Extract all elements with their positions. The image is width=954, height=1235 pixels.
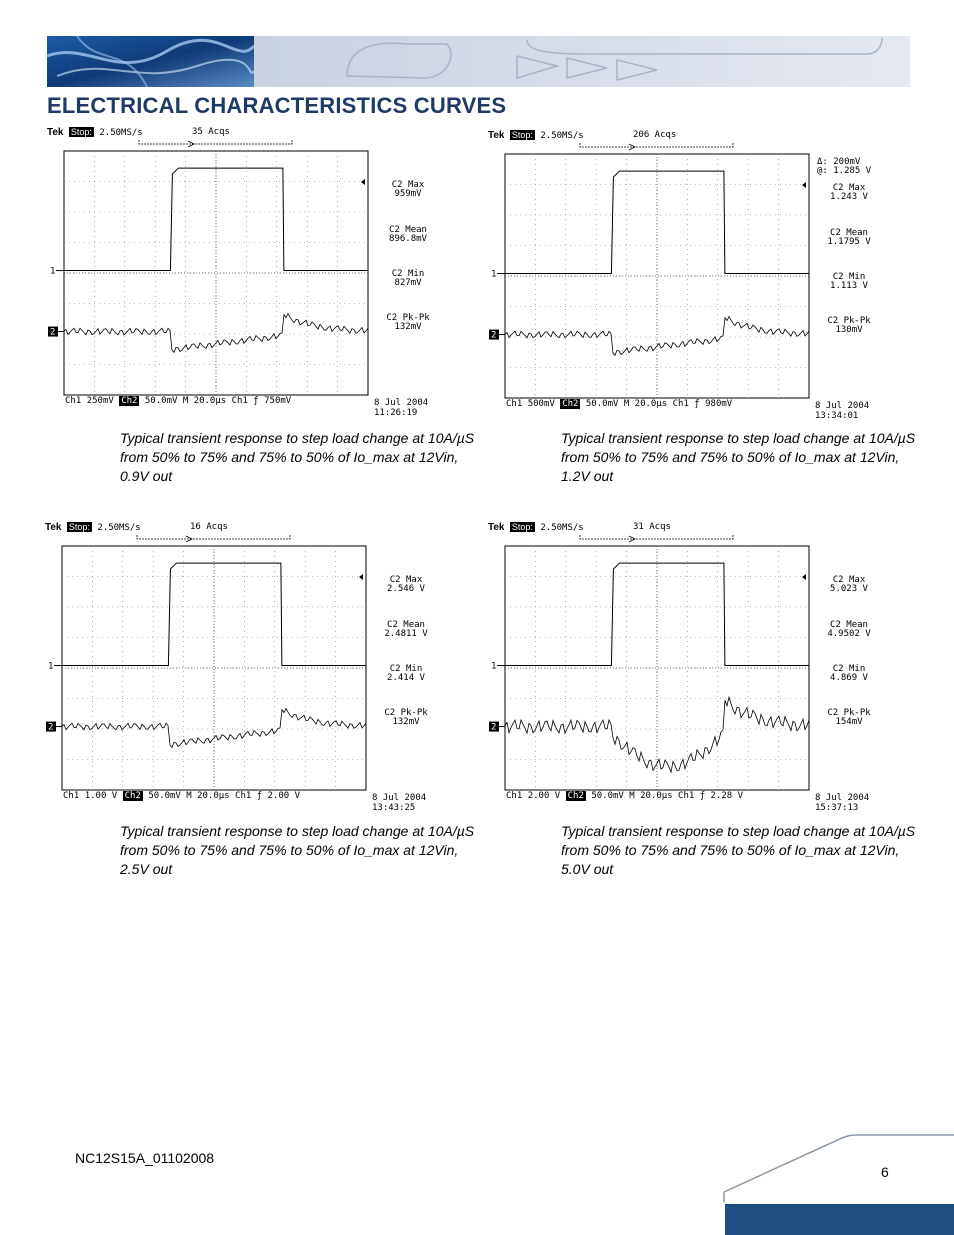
measure-value: 827mV <box>394 278 422 288</box>
measure-label: C2 Max <box>391 180 425 190</box>
cursor-delta: Δ: 200mV <box>817 157 861 167</box>
trigger-source: Ch1 ƒ <box>235 791 263 801</box>
capture-date: 8 Jul 2004 <box>815 401 870 411</box>
status-line <box>506 791 743 801</box>
capture-time: 11:26:19 <box>374 408 418 418</box>
scope-panel-2p5v <box>45 521 445 811</box>
trigger-level: 750mV <box>264 396 292 406</box>
measure-label: C2 Min <box>391 269 425 279</box>
page-number: 6 <box>881 1164 889 1180</box>
measure-value: 959mV <box>394 189 422 199</box>
measure-value: 4.9502 V <box>827 629 871 639</box>
ch1-marker: 1 <box>491 661 497 672</box>
trigger-level: 2.00 V <box>267 791 301 801</box>
acq-count: 31 Acqs <box>633 522 671 532</box>
measure-label: C2 Mean <box>830 620 868 630</box>
sample-rate: 2.50MS/s <box>540 131 584 141</box>
tek-label: Tek <box>488 522 505 533</box>
measure-label: C2 Min <box>389 664 423 674</box>
stop-badge: Stop: <box>70 127 92 137</box>
sample-rate: 2.50MS/s <box>97 523 141 533</box>
caption-0p9v: Typical transient response to step load change at 10A/µS from 50% to 75% and 75% to 50% of Io_max at 12Vin, 0.9V out <box>120 430 475 484</box>
measure-value: 132mV <box>394 322 422 332</box>
ch1-label: Ch1 <box>63 791 80 801</box>
ch1-marker: 1 <box>48 661 54 672</box>
stop-badge: Stop: <box>511 130 533 140</box>
acq-count: 206 Acqs <box>633 130 677 140</box>
acq-count: 35 Acqs <box>192 127 230 137</box>
timebase: M 20.0µs <box>182 396 227 406</box>
ch2-label: Ch2 <box>567 791 584 801</box>
measure-value: 2.4811 V <box>384 629 428 639</box>
stop-badge: Stop: <box>68 522 90 532</box>
measure-label: C2 Max <box>832 575 866 585</box>
tek-label: Tek <box>47 127 64 138</box>
header-banner <box>47 36 910 87</box>
ch1-marker: 1 <box>491 269 497 280</box>
measure-label: C2 Max <box>832 183 866 193</box>
ch2-label: Ch2 <box>124 791 141 801</box>
measure-value: 132mV <box>392 717 420 727</box>
measure-value: 1.1795 V <box>827 237 871 247</box>
ch1-scale: 2.00 V <box>527 791 561 801</box>
ch2-scale: 50.0mV <box>148 791 181 801</box>
measure-label: C2 Pk-Pk <box>827 316 871 326</box>
ch2-scale: 50.0mV <box>591 791 624 801</box>
ch1-label: Ch1 <box>506 791 523 801</box>
measure-value: 4.869 V <box>830 673 868 683</box>
stop-badge: Stop: <box>511 522 533 532</box>
measure-value: 896.8mV <box>389 234 427 244</box>
trigger-bracket <box>139 140 292 144</box>
caption-1p2v: Typical transient response to step load change at 10A/µS from 50% to 75% and 75% to 50% of Io_max at 12Vin, 1.2V out <box>561 430 916 484</box>
trigger-level: 2.28 V <box>710 791 744 801</box>
scope-panel-5p0v <box>488 521 888 811</box>
capture-time: 15:37:13 <box>815 803 859 813</box>
trigger-bracket <box>580 143 733 147</box>
ch1-label: Ch1 <box>65 396 82 406</box>
sample-rate: 2.50MS/s <box>99 128 143 138</box>
ch1-scale: 250mV <box>86 396 114 406</box>
status-line <box>63 791 300 801</box>
timebase: M 20.0µs <box>186 791 230 801</box>
ch2-scale: 50.0mV <box>585 399 619 409</box>
trigger-source: Ch1 ƒ <box>672 399 700 409</box>
status-line <box>506 399 732 409</box>
scope-panel-1p2v <box>488 129 888 419</box>
ch1-marker: 1 <box>50 266 56 277</box>
tek-label: Tek <box>488 130 505 141</box>
measure-value: 130mV <box>835 325 863 335</box>
capture-time: 13:34:01 <box>815 411 859 421</box>
measure-label: C2 Max <box>389 575 423 585</box>
measure-value: 2.414 V <box>387 673 425 683</box>
timebase: M 20.0µs <box>629 791 673 801</box>
sample-rate: 2.50MS/s <box>540 523 584 533</box>
measure-value: 2.546 V <box>387 584 425 594</box>
ch2-label: Ch2 <box>562 399 579 409</box>
caption-2p5v: Typical transient response to step load change at 10A/µS from 50% to 75% and 75% to 50% of Io_max at 12Vin, 2.5V out <box>120 823 475 877</box>
ch2-scale: 50.0mV <box>144 396 178 406</box>
ch1-label: Ch1 <box>506 399 523 409</box>
ch2-marker: 2 <box>50 327 56 338</box>
trigger-bracket <box>137 535 290 539</box>
measure-label: C2 Mean <box>830 228 868 238</box>
ch1-scale: 1.00 V <box>84 791 118 801</box>
cursor-position: @: 1.285 V <box>817 166 872 176</box>
ch2-marker: 2 <box>491 330 497 341</box>
ch2-label: Ch2 <box>121 396 138 406</box>
measure-label: C2 Mean <box>387 620 425 630</box>
section-title: ELECTRICAL CHARACTERISTICS CURVES <box>47 93 507 118</box>
footer-decoration <box>722 1130 954 1235</box>
capture-date: 8 Jul 2004 <box>374 398 429 408</box>
capture-date: 8 Jul 2004 <box>372 793 427 803</box>
measure-label: C2 Mean <box>389 225 427 235</box>
capture-date: 8 Jul 2004 <box>815 793 870 803</box>
trigger-bracket <box>580 535 733 539</box>
caption-5p0v: Typical transient response to step load change at 10A/µS from 50% to 75% and 75% to 50% of Io_max at 12Vin, 5.0V out <box>561 823 916 877</box>
measure-value: 1.243 V <box>830 192 868 202</box>
measure-label: C2 Min <box>832 272 866 282</box>
scope-panel-0p9v <box>47 126 447 416</box>
measure-label: C2 Pk-Pk <box>827 708 871 718</box>
measure-label: C2 Pk-Pk <box>384 708 428 718</box>
tek-label: Tek <box>45 522 62 533</box>
ch1-scale: 500mV <box>527 399 555 409</box>
measure-value: 5.023 V <box>830 584 868 594</box>
trigger-level: 980mV <box>705 399 733 409</box>
trigger-source: Ch1 ƒ <box>678 791 706 801</box>
acq-count: 16 Acqs <box>190 522 228 532</box>
capture-time: 13:43:25 <box>372 803 416 813</box>
trigger-source: Ch1 ƒ <box>231 396 259 406</box>
measure-label: C2 Pk-Pk <box>386 313 430 323</box>
ch2-marker: 2 <box>48 722 54 733</box>
timebase: M 20.0µs <box>623 399 668 409</box>
ch2-marker: 2 <box>491 722 497 733</box>
status-line <box>65 396 291 406</box>
measure-value: 1.113 V <box>830 281 868 291</box>
measure-label: C2 Min <box>832 664 866 674</box>
measure-value: 154mV <box>835 717 863 727</box>
document-id: NC12S15A_01102008 <box>75 1150 215 1166</box>
